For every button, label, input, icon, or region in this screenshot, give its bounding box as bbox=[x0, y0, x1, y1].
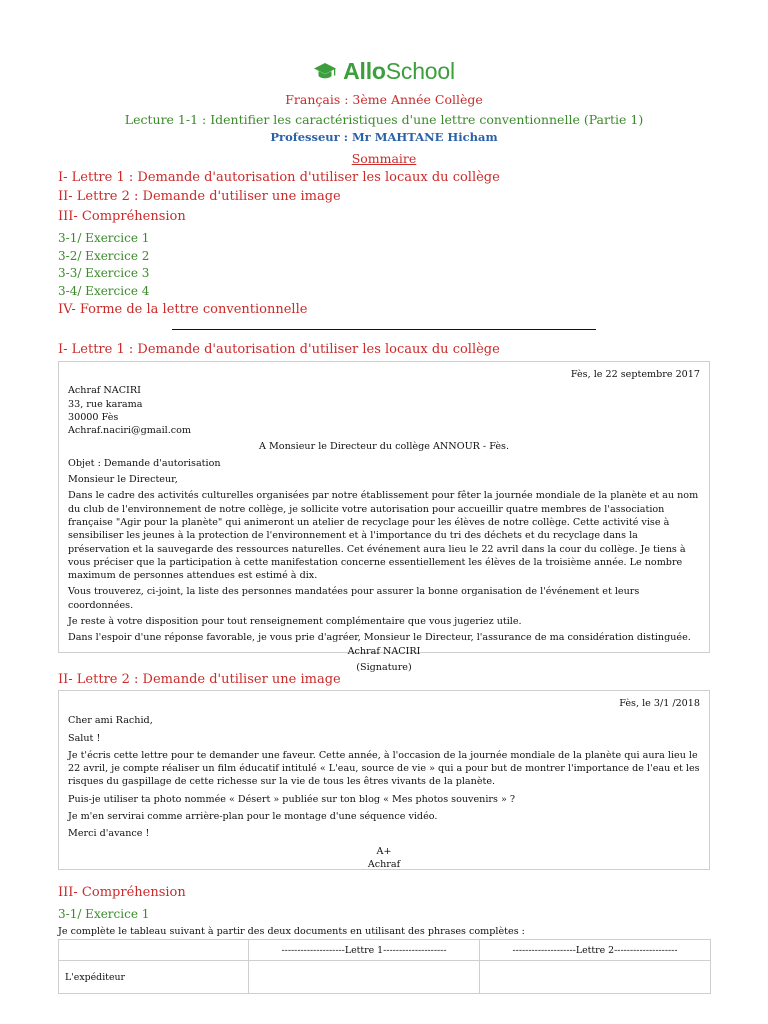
toc-link-comprehension[interactable]: III- Compréhension bbox=[58, 209, 186, 224]
letter-1-paragraph: Vous trouverez, ci-joint, la liste des personnes mandatées pour assurer la bonne organisation de l'événement et leurs coordonnées. bbox=[68, 586, 640, 611]
table-row-label: L'expéditeur bbox=[59, 961, 249, 994]
allo-school-logo[interactable] bbox=[0, 58, 768, 88]
letter-1-paragraph: Dans le cadre des activités culturelles organisées par notre établissement pour fêter la journée mondiale de la planète et au nom du club de l'environnement de notre collège, je sollicite votre autorisation pour accueillir quatre membres de l'association française "Agir pour la planète" qui animeront un atelier de recyclage pour les élèves de notre collège. Cette activité vise à sensibiliser les jeunes à la protection de l'environnement et à l'importance du tri des déchets et du recyclage dans la préservation et la sauvegarde des ressources naturelles. Cet événement aura lieu le 22 avril dans la cour du collège. Je tiens à vous préciser que la participation à cette manifestation concerne essentiellement les élèves de la troisième année. Le nombre maximum de personnes attendues est estimé à dix. bbox=[68, 490, 699, 582]
section-3-title: III- Compréhension bbox=[58, 885, 186, 900]
letter-1-paragraph: Dans l'espoir d'une réponse favorable, je vous prie d'agréer, Monsieur le Directeur, l'assurance de ma considération distinguée. bbox=[68, 632, 691, 644]
summary-title: Sommaire bbox=[351, 151, 417, 166]
graduation-cap-icon bbox=[313, 61, 337, 83]
letter-1-date: Fès, le 22 septembre 2017 bbox=[570, 369, 700, 380]
letter-1-signature-label: (Signature) bbox=[356, 661, 412, 673]
logo-text-allo: Allo bbox=[343, 58, 386, 84]
letter-2-date: Fès, le 3/1 /2018 bbox=[619, 698, 700, 709]
letter-2-paragraph: Puis-je utiliser ta photo nommée « Désert » publiée sur ton blog « Mes photos souvenirs » ? bbox=[68, 793, 516, 805]
letter-2-greeting: Cher ami Rachid, bbox=[68, 715, 153, 727]
letter-2-signature: Achraf bbox=[367, 858, 401, 870]
table-header-cell bbox=[59, 940, 249, 961]
letter-2-paragraph: Je t'écris cette lettre pour te demander une faveur. Cette année, à l'occasion de la journée mondiale de la planète qui aura lieu le 22 avril, je compte réaliser un film éducatif intitulé « L'eau, source de vie » qui a pour but de montrer l'importance de l'eau et les risques du gaspillage de cette richesse sur la vie de tous les êtres vivants de la planète. bbox=[68, 749, 700, 788]
table-header-cell: --------------------Lettre 1-------------------- bbox=[249, 940, 480, 961]
object-line: Objet : Demande d'autorisation bbox=[68, 457, 221, 469]
table-header-cell: --------------------Lettre 2-------------------- bbox=[480, 940, 711, 961]
sender-city: 30000 Fès bbox=[68, 411, 119, 423]
horizontal-divider bbox=[172, 329, 596, 330]
toc-link-exercice-1[interactable]: 3-1/ Exercice 1 bbox=[58, 231, 150, 245]
letter-1-box bbox=[58, 361, 710, 673]
subject-title: Français : 3ème Année Collège bbox=[285, 92, 483, 107]
lecture-title: Lecture 1-1 : Identifier les caractéristiques d'une lettre conventionnelle (Partie 1) bbox=[124, 112, 644, 127]
toc-link-forme-lettre[interactable]: IV- Forme de la lettre conventionnelle bbox=[58, 302, 308, 317]
letter-2-box bbox=[58, 690, 710, 870]
section-2-title: II- Lettre 2 : Demande d'utiliser une image bbox=[58, 672, 341, 687]
toc-link-exercice-4[interactable]: 3-4/ Exercice 4 bbox=[58, 284, 150, 298]
toc-link-exercice-3[interactable]: 3-3/ Exercice 3 bbox=[58, 266, 150, 280]
letter-1-signature-name: Achraf NACIRI bbox=[347, 645, 421, 657]
letter-1-paragraph: Je reste à votre disposition pour tout renseignement complémentaire que vous jugeriez utile. bbox=[68, 616, 522, 628]
exercise-1-title: 3-1/ Exercice 1 bbox=[58, 907, 150, 921]
table-cell-lettre-2[interactable] bbox=[480, 961, 711, 994]
professor-name: Professeur : Mr MAHTANE Hicham bbox=[270, 130, 498, 144]
sender-email: Achraf.naciri@gmail.com bbox=[68, 425, 192, 437]
comparison-table bbox=[58, 939, 711, 994]
exercise-instruction: Je complète le tableau suivant à partir des deux documents en utilisant des phrases complètes : bbox=[58, 926, 525, 937]
letter-2-closing: A+ bbox=[376, 845, 392, 857]
table-header-row bbox=[59, 940, 711, 961]
sender-name: Achraf NACIRI bbox=[68, 385, 141, 397]
letter-2-salut: Salut ! bbox=[68, 732, 101, 744]
table-row bbox=[59, 961, 711, 994]
recipient-line: A Monsieur le Directeur du collège ANNOUR - Fès. bbox=[259, 441, 509, 453]
letter-2-paragraph: Merci d'avance ! bbox=[68, 828, 150, 840]
letter-1-greeting: Monsieur le Directeur, bbox=[68, 474, 178, 486]
toc-link-lettre-2[interactable]: II- Lettre 2 : Demande d'utiliser une image bbox=[58, 189, 341, 204]
section-1-title: I- Lettre 1 : Demande d'autorisation d'utiliser les locaux du collège bbox=[58, 342, 500, 357]
toc-link-lettre-1[interactable]: I- Lettre 1 : Demande d'autorisation d'utiliser les locaux du collège bbox=[58, 170, 500, 185]
table-cell-lettre-1[interactable] bbox=[249, 961, 480, 994]
sender-street: 33, rue karama bbox=[68, 398, 143, 410]
letter-2-paragraph: Je m'en servirai comme arrière-plan pour le montage d'une séquence vidéo. bbox=[68, 811, 438, 823]
logo-text-school: School bbox=[385, 58, 455, 84]
toc-link-exercice-2[interactable]: 3-2/ Exercice 2 bbox=[58, 249, 150, 263]
